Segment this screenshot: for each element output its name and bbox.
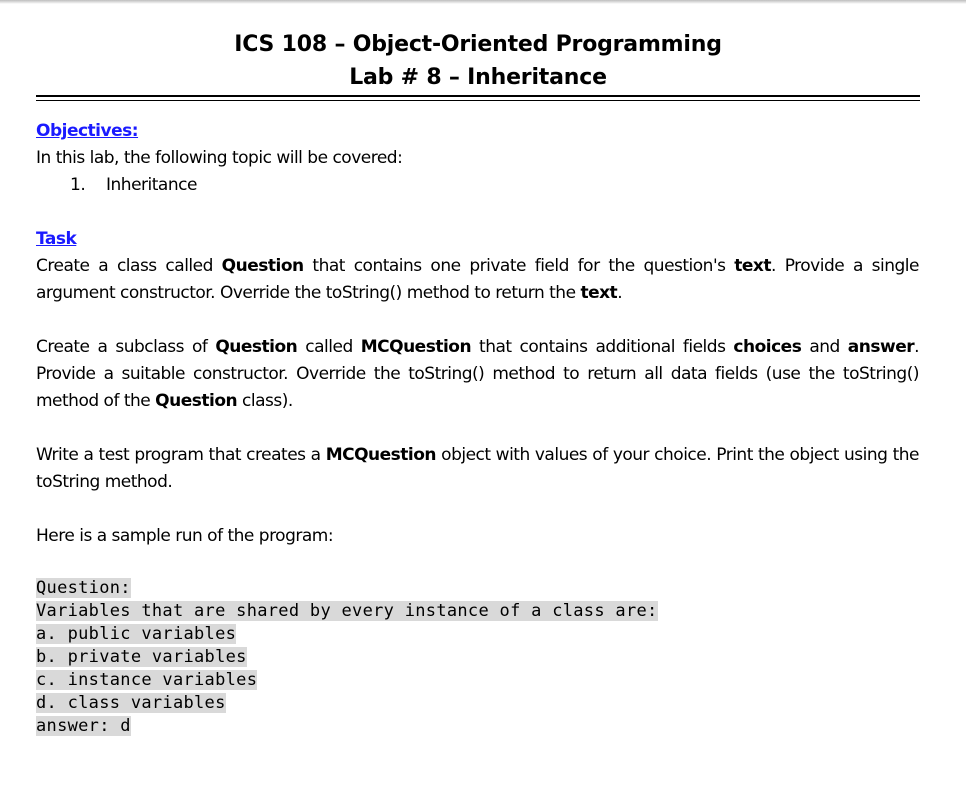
text-run: Create a class called — [36, 256, 222, 276]
output-text: d. class variables — [36, 693, 226, 713]
header-divider — [36, 95, 920, 101]
task-paragraph-3 — [36, 442, 919, 496]
task-heading: Task — [36, 229, 77, 249]
task-paragraph-1 — [36, 253, 919, 307]
bold-run: MCQuestion — [325, 445, 437, 465]
bold-run: Question — [155, 391, 238, 411]
output-line — [36, 577, 658, 600]
bold-run: text — [580, 283, 618, 303]
sample-run-intro: Here is a sample run of the program: — [36, 526, 334, 546]
document-body — [36, 118, 919, 550]
sample-output-block — [36, 577, 658, 738]
output-text: c. instance variables — [36, 670, 258, 690]
spacer — [36, 415, 919, 442]
course-title: ICS 108 – Object-Oriented Programming — [234, 32, 722, 57]
text-run: and — [801, 337, 848, 357]
text-run: that contains one private field for the question's — [303, 256, 735, 276]
bold-run: Question — [215, 337, 298, 357]
objectives-intro: In this lab, the following topic will be covered: — [36, 148, 403, 168]
objective-text: Inheritance — [106, 175, 197, 195]
output-line — [36, 623, 658, 646]
bold-run: Question — [221, 256, 304, 276]
text-run: Write a test program that creates a — [36, 445, 326, 465]
text-run: . Provide a single argument constructor. Override the toString() method to return the — [36, 256, 919, 303]
output-text: answer: d — [36, 716, 131, 736]
task-paragraph-2 — [36, 334, 919, 415]
output-line — [36, 669, 658, 692]
output-line — [36, 600, 658, 623]
bold-run: text — [734, 256, 772, 276]
bold-run: answer — [847, 337, 915, 357]
text-run: called — [297, 337, 361, 357]
objective-number: 1. — [70, 175, 86, 195]
spacer — [36, 307, 919, 334]
spacer — [36, 199, 919, 226]
text-run: . Provide a suitable constructor. Override the toString() method to return all data fields (use the toString() method of the — [36, 337, 920, 411]
output-line — [36, 692, 658, 715]
output-line — [36, 715, 658, 738]
objective-item — [36, 172, 919, 199]
output-text: b. private variables — [36, 647, 247, 667]
spacer — [36, 496, 919, 523]
document-header — [36, 28, 920, 94]
text-run: that contains additional fields — [471, 337, 734, 357]
bold-run: MCQuestion — [360, 337, 472, 357]
text-run: Create a subclass of — [36, 337, 216, 357]
bold-run: choices — [733, 337, 802, 357]
text-run: object with values of your choice. Print the object using the toString method. — [36, 445, 919, 492]
output-text: a. public variables — [36, 624, 237, 644]
lab-title: Lab # 8 – Inheritance — [349, 65, 607, 90]
text-run: class). — [237, 391, 293, 411]
output-text: Variables that are shared by every instance of a class are: — [36, 601, 658, 621]
output-line — [36, 646, 658, 669]
objectives-heading: Objectives: — [36, 121, 139, 141]
output-text: Question: — [36, 578, 131, 598]
page-top-shadow — [0, 0, 966, 4]
text-run: . — [617, 283, 623, 303]
